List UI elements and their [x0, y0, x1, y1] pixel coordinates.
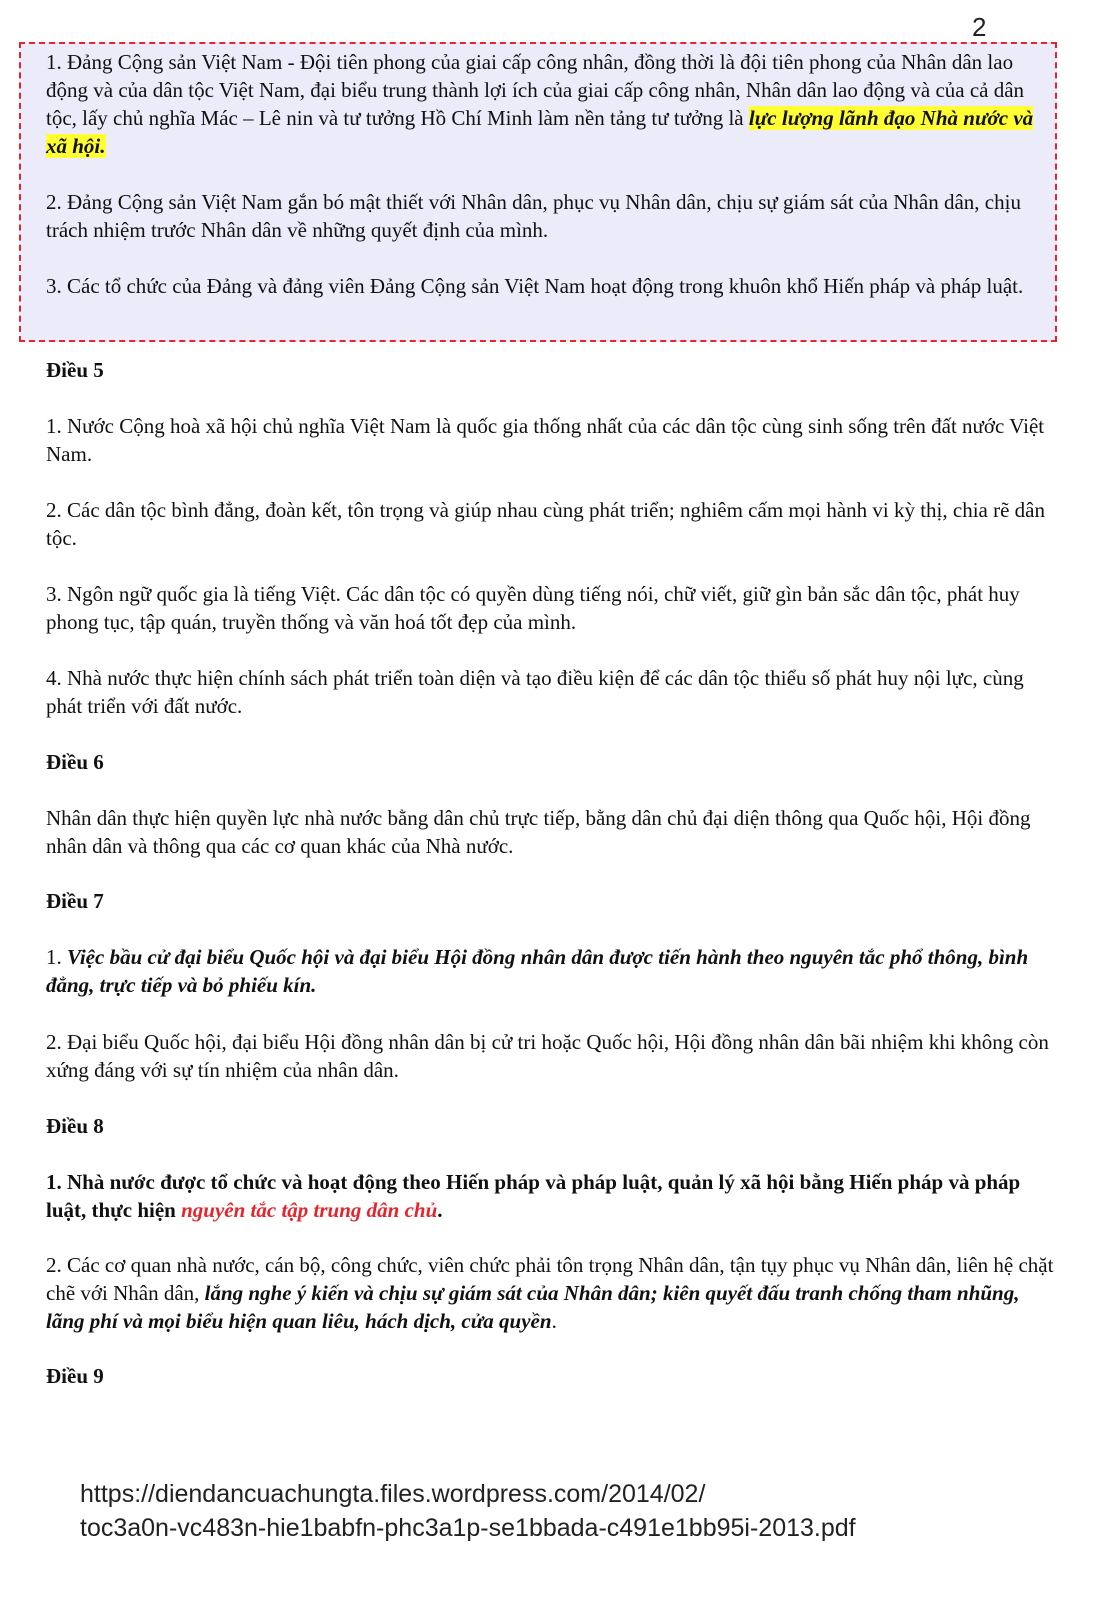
- article5-paragraph-4: 4. Nhà nước thực hiện chính sách phát triển toàn diện và tạo điều kiện để các dân tộc thiểu số phát huy nội lực, cùng phát triển với đất nước.: [46, 666, 1024, 718]
- article7-heading: Điều 7: [46, 889, 104, 913]
- article5-heading: Điều 5: [46, 358, 104, 382]
- article8-paragraph-2: [46, 1251, 1062, 1335]
- page-number: 2: [972, 12, 987, 42]
- article8-p1-end: .: [437, 1198, 443, 1222]
- article6-heading: Điều 6: [46, 750, 104, 774]
- article4-p1-text: 1. Đảng Cộng sản Việt Nam - Đội tiên phong của giai cấp công nhân, đồng thời là đội tiên phong của Nhân dân lao động và của dân tộc Việt Nam, đại biểu trung thành lợi ích của giai cấp công nhân, Nhân dân lao động và của cả dân tộc, lấy chủ nghĩa Mác – Lê nin và tư tưởng Hồ Chí Minh làm nền tảng tư tưởng là: [46, 50, 1025, 130]
- article7-paragraph-2: 2. Đại biểu Quốc hội, đại biểu Hội đồng nhân dân bị cử tri hoặc Quốc hội, Hội đồng nhân dân bãi nhiệm khi không còn xứng đáng với sự tín nhiệm của nhân dân.: [46, 1030, 1049, 1082]
- article4-paragraph-1: [46, 48, 1046, 160]
- article5-paragraph-3: 3. Ngôn ngữ quốc gia là tiếng Việt. Các dân tộc có quyền dùng tiếng nói, chữ viết, giữ gìn bản sắc dân tộc, phát huy phong tục, tập quán, truyền thống và văn hoá tốt đẹp của mình.: [46, 582, 1020, 634]
- article8-p2-emphasis: lắng nghe ý kiến và chịu sự giám sát của Nhân dân; kiên quyết đấu tranh chống tham nhũng, lãng phí và mọi biểu hiện quan liêu, hách dịch, cửa quyền: [46, 1281, 1020, 1333]
- article7-p1-number: 1.: [46, 945, 67, 969]
- article8-p1-bold: 1. Nhà nước được tổ chức và hoạt động theo Hiến pháp và pháp luật, quản lý xã hội bằng Hiến pháp và pháp luật, thực hiện: [46, 1170, 1021, 1222]
- article4-paragraph-3: 3. Các tổ chức của Đảng và đảng viên Đảng Cộng sản Việt Nam hoạt động trong khuôn khổ Hiến pháp và pháp luật.: [46, 274, 1024, 298]
- article7-paragraph-1: [46, 943, 1062, 999]
- source-url: [80, 1477, 856, 1545]
- article6-paragraph-1: Nhân dân thực hiện quyền lực nhà nước bằng dân chủ trực tiếp, bằng dân chủ đại diện thông qua Quốc hội, Hội đồng nhân dân và thông qua các cơ quan khác của Nhà nước.: [46, 806, 1031, 858]
- source-url-line-1: https://diendancuachungta.files.wordpress.com/2014/02/: [80, 1480, 706, 1508]
- article7-p1-emphasis: Việc bầu cử đại biểu Quốc hội và đại biểu Hội đồng nhân dân được tiến hành theo nguyên tắc phổ thông, bình đẳng, trực tiếp và bỏ phiếu kín.: [46, 945, 1029, 997]
- article4-paragraph-2: 2. Đảng Cộng sản Việt Nam gắn bó mật thiết với Nhân dân, phục vụ Nhân dân, chịu sự giám sát của Nhân dân, chịu trách nhiệm trước Nhân dân về những quyết định của mình.: [46, 190, 1021, 242]
- article9-heading: Điều 9: [46, 1364, 104, 1388]
- article8-p1-red: nguyên tắc tập trung dân chủ: [181, 1198, 438, 1222]
- article5-paragraph-2: 2. Các dân tộc bình đẳng, đoàn kết, tôn trọng và giúp nhau cùng phát triển; nghiêm cấm mọi hành vi kỳ thị, chia rẽ dân tộc.: [46, 498, 1046, 550]
- source-url-line-2: toc3a0n-vc483n-hie1babfn-phc3a1p-se1bbada-c491e1bb95i-2013.pdf: [80, 1514, 856, 1542]
- article8-paragraph-1: [46, 1168, 1062, 1224]
- article8-p2-plain: 2. Các cơ quan nhà nước, cán bộ, công chức, viên chức phải tôn trọng Nhân dân, tận tụy phục vụ Nhân dân, liên hệ chặt chẽ với Nhân dân,: [46, 1253, 1054, 1305]
- article4-p1-highlight: lực lượng lãnh đạo Nhà nước và xã hội.: [46, 106, 1034, 158]
- article8-p2-end: .: [551, 1309, 557, 1333]
- article5-paragraph-1: 1. Nước Cộng hoà xã hội chủ nghĩa Việt Nam là quốc gia thống nhất của các dân tộc cùng sinh sống trên đất nước Việt Nam.: [46, 414, 1045, 466]
- article8-heading: Điều 8: [46, 1114, 104, 1138]
